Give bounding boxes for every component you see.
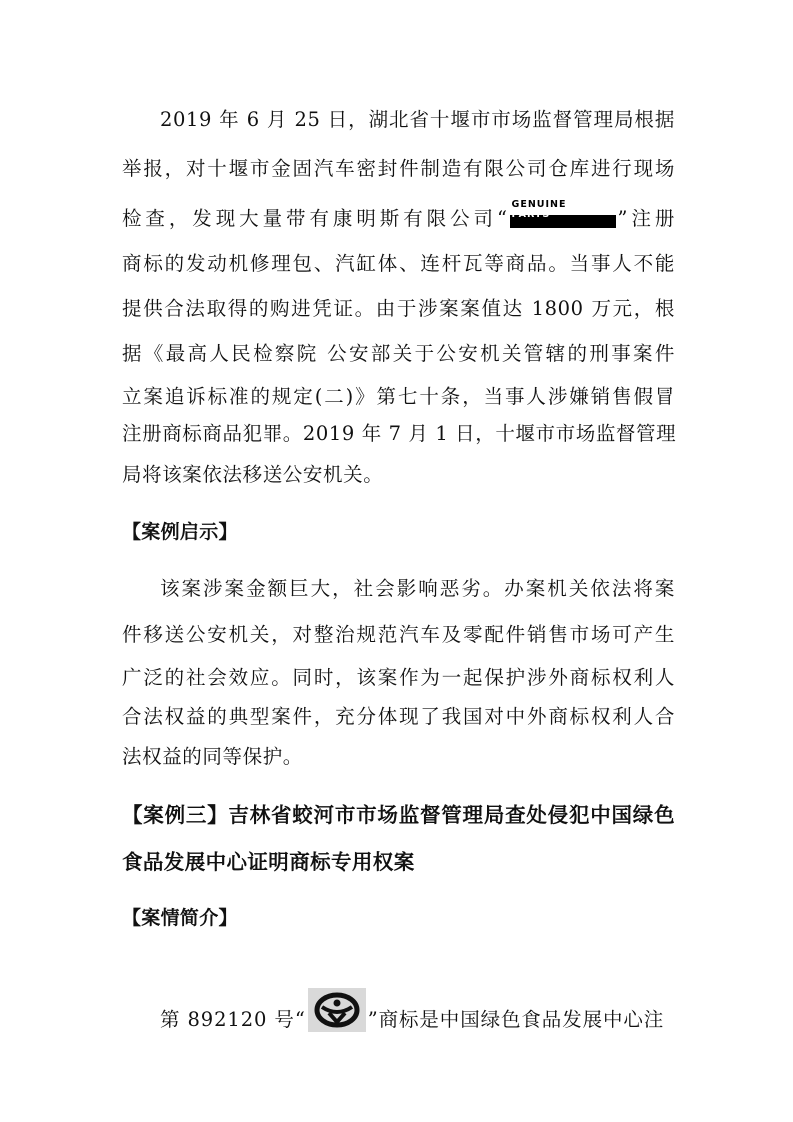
para1-line-3-before: 检查，发现大量带有康明斯有限公司“: [122, 207, 508, 230]
logo-text-genuine: GENUINE: [511, 199, 567, 210]
para1-line-8: 注册商标商品犯罪。2019 年 7 月 1 日，十堰市市场监督管理: [122, 422, 677, 445]
para1-line-2: 举报，对十堰市金固汽车密封件制造有限公司仓库进行现场: [122, 157, 675, 180]
section-heading-case-summary: 【案情简介】: [122, 907, 238, 929]
para1-line-6: 据《最高人民检察院 公安部关于公安机关管辖的刑事案件: [122, 342, 675, 365]
para1-line-4: 商标的发动机修理包、汽缸体、连杆瓦等商品。当事人不能: [122, 252, 675, 275]
para3-before: 第 892120 号“: [160, 1008, 306, 1031]
para1-line-7: 立案追诉标准的规定(二)》第七十条，当事人涉嫌销售假冒: [122, 385, 675, 408]
para3-line-1: [160, 988, 675, 1032]
case3-title-line-1: 【案例三】吉林省蛟河市市场监督管理局查处侵犯中国绿色: [122, 803, 675, 827]
green-food-logo: [308, 988, 366, 1032]
para3-after: ”商标是中国绿色食品发展中心注: [367, 1008, 665, 1031]
para2-line-3: 广泛的社会效应。同时，该案作为一起保护涉外商标权利人: [122, 666, 675, 689]
para1-line-9: 局将该案依法移送公安机关。: [122, 463, 384, 486]
para1-line-3-after: ”注册: [617, 207, 675, 230]
para2-line-2: 件移送公安机关，对整治规范汽车及零配件销售市场可产生: [122, 623, 675, 646]
case3-title-line-2: 食品发展中心证明商标专用权案: [122, 850, 415, 874]
genuine-parts-logo: [510, 199, 616, 228]
logo-text-parts: PARTS: [511, 209, 551, 220]
para2-line-4: 合法权益的典型案件，充分体现了我国对中外商标权利人合: [122, 705, 675, 728]
para2-line-1: 该案涉案金额巨大，社会影响恶劣。办案机关依法将案: [160, 577, 675, 600]
section-heading-case-insight: 【案例启示】: [122, 521, 238, 543]
para1-line-1: 2019 年 6 月 25 日，湖北省十堰市市场监督管理局根据: [160, 108, 675, 131]
para2-line-5: 法权益的同等保护。: [122, 745, 303, 768]
para1-line-5: 提供合法取得的购进凭证。由于涉案案值达 1800 万元，根: [122, 297, 675, 320]
para1-line-3: [122, 199, 675, 231]
